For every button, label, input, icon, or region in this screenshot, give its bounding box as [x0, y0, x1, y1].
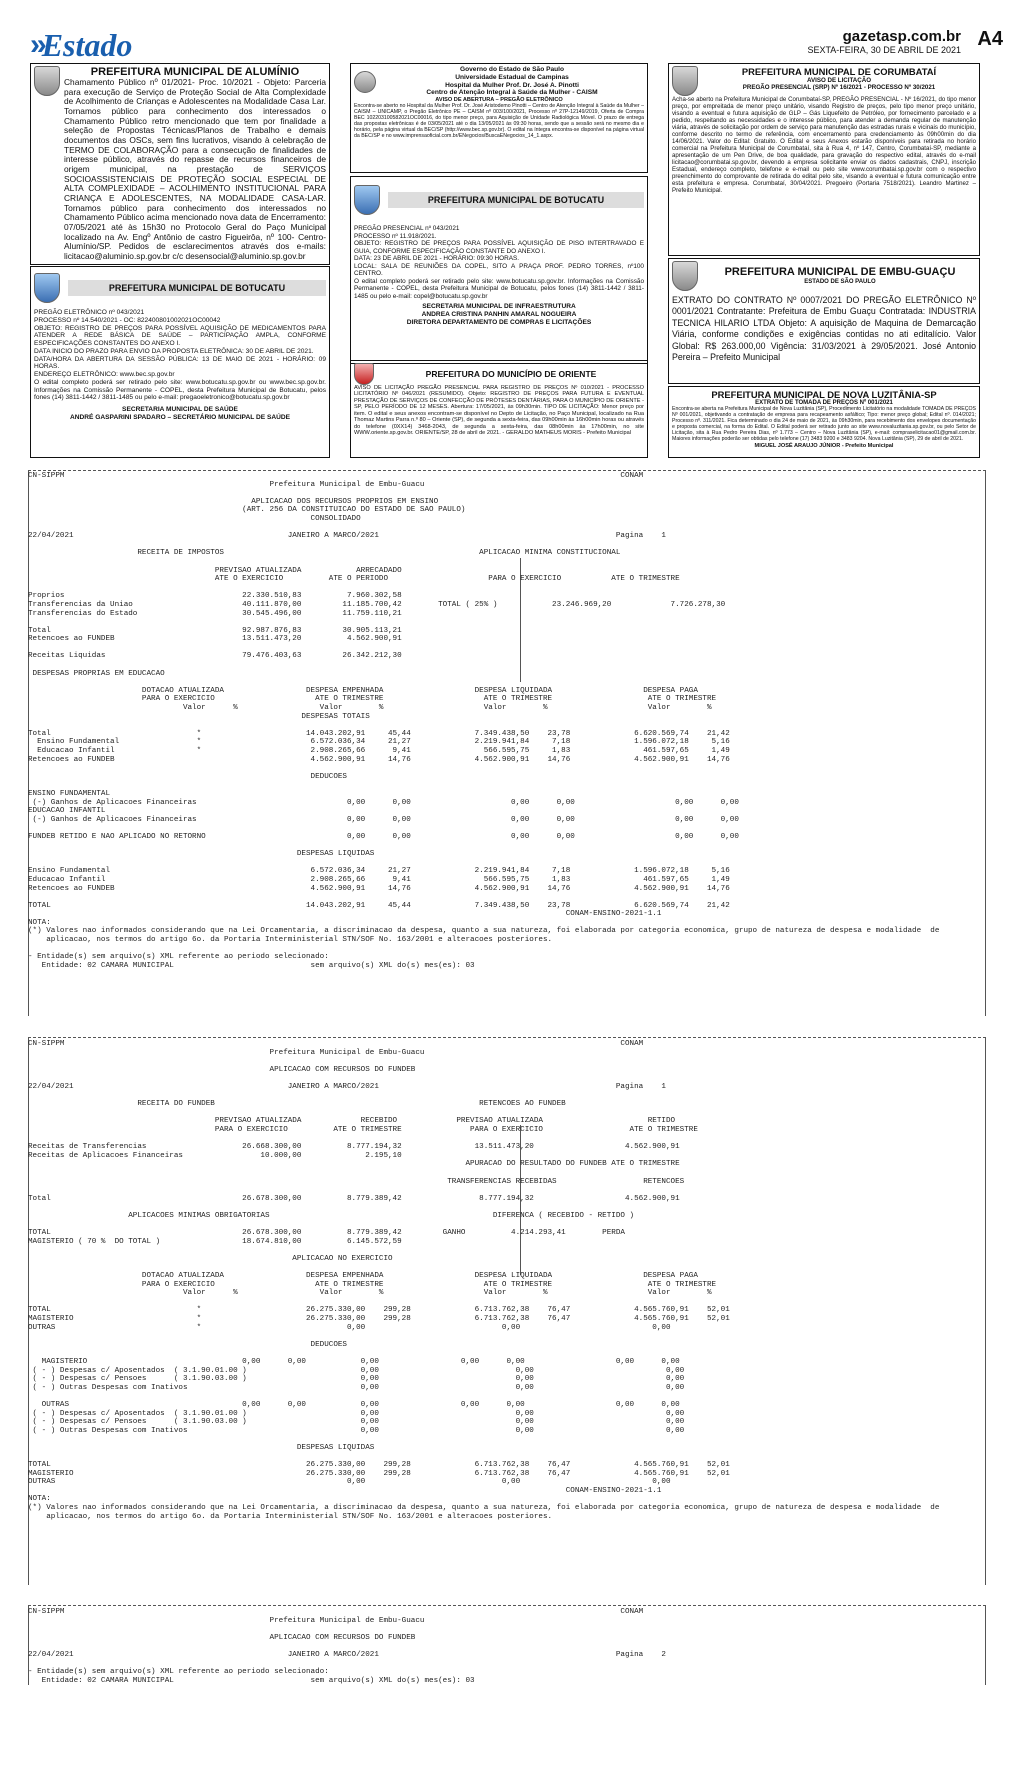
ad-embu-guacu — [668, 258, 980, 384]
report-fundeb: CN-SIPPM CONAM Prefeitura Municipal de Embu-Guacu APLICACAO COM RECURSOS DO FUNDEB 22/04/2021 JANEIRO A MARCO/2021 Pagina 1 RECEITA DO FUNDEB RETENCOES AO FUNDEB PREVISAO ATUALIZADA RECEBIDO PREVISAO ATUALIZADA RETIDO PARA O EXERCICIO ATE O TRIMESTRE PARA O EXERCICIO ATE O TRIMESTRE Receitas de Transferencias 26.668.300,00 8.777.194,32 13.511.473,20 4.562.900,91 Receitas de Aplicacoes Financeiras 10.000,00 2.195,10 APURACAO DO RESULTADO DO FUNDEB ATE O TRIMESTRE TRANSFERENCIAS RECEBIDAS RETENCOES Total 26.678.300,00 8.779.389,42 8.777.194,32 4.562.900,91 APLICACOES MINIMAS OBRIGATORIAS DIFERENCA ( RECEBIDO - RETIDO ) TOTAL 26.678.300,00 8.779.389,42 GANHO 4.214.293,41 PERDA MAGISTERIO ( 70 % DO TOTAL ) 18.674.810,00 6.145.572,59 APLICACAO NO EXERCICIO DOTACAO ATUALIZADA DESPESA EMPENHADA DESPESA LIQUIDADA DESPESA PAGA PARA O EXERCICIO ATE O TRIMESTRE ATE O TRIMESTRE ATE O TRIMESTRE Valor % Valor % Valor % Valor % TOTAL * 26.275.330,00 299,28 6.713.762,38 76,47 4.565.760,91 52,01 MAGISTERIO * 26.275.330,00 299,28 6.713.762,38 76,47 4.565.760,91 52,01 OUTRAS * 0,00 0,00 0,00 DEDUCOES MAGISTERIO 0,00 0,00 0,00 0,00 0,00 0,00 0,00 ( - ) Despesas c/ Aposentados ( 3.1.90.01.00 ) 0,00 0,00 0,00 ( - ) Despesas c/ Pensoes ( 3.1.90.03.00 ) 0,00 0,00 0,00 ( - ) Outras Despesas com Inativos 0,00 0,00 0,00 OUTRAS 0,00 0,00 0,00 0,00 0,00 0,00 0,00 ( - ) Despesas c/ Aposentados ( 3.1.90.01.00 ) 0,00 0,00 0,00 ( - ) Despesas c/ Pensoes ( 3.1.90.03.00 ) 0,00 0,00 0,00 ( - ) Outras Despesas com Inativos 0,00 0,00 0,00 DESPESAS LIQUIDAS TOTAL 26.275.330,00 299,28 6.713.762,38 76,47 4.565.760,91 52,01 MAGISTERIO 26.275.330,00 299,28 6.713.762,38 76,47 4.565.760,91 52,01 OUTRAS 0,00 0,00 0,00 CONAM-ENSINO-2021-1.1 NOTA: (*) Valores nao informados considerando que na Lei Orcamentaria, a discriminacao da despesa, quanto a sua natureza, foi elaborada por categoria economica, grupo de natureza de despesa e modalidade de aplicacao, nos termos do artigo 6o. da Portaria Interministerial STN/SOF No. 163/2001 e alteracoes posteriores. — [28, 1040, 940, 1521]
botucatu-crest-icon — [34, 273, 60, 303]
ad-subtitle: EXTRATO DE TOMADA DE PREÇOS Nº 001/2021 — [755, 400, 893, 407]
ad-title: PREFEITURA MUNICIPAL DE BOTUCATU — [68, 280, 326, 297]
logo-text: Estado — [41, 26, 133, 63]
ad-body: Acha-se aberto na Prefeitura Municipal de Corumbataí-SP, PREGÃO PRESENCIAL - Nº 16/2021, do tipo menor preço, por empreitada de menor preço unitário, visando Registro de preços, pelo tipo menor preço unitário, visando a eventual e futura aquisição de GLP – Gás Liquefeito de Petróleo, por fornecimento parcelado e a pedido, respeitando as necessidades e o interesse público, para atender a demanda regular de manutenção viária, através de solicitação por ordem de serviço para manutenção das estradas rurais e vicinais do município, conforme descrito no termo de referência, com encerramento para credenciamento às 09h00min do dia 14/06/2021. Valor do Edital: Gratuito. O Edital e seus Anexos estarão disponíveis para retirada no horário comercial na Prefeitura Municipal de Corumbataí, sita à Rua 4, nº 147, Centro, Corumbataí-SP, mediante a apresentação de um Pen Drive, de boa qualidade, para gravação do respectivo edital, através do e-mail licitacao@corumbatai.sp.gov.br, devendo a empresa solicitante enviar os dados cadastrais, CNPJ, inscrição Estadual, endereço completo, telefone e e-mail ou pelo site www.corumbatai.sp.gov.br com o respectivo preenchimento do comprovante de retirada do edital pelo site, visando a eventual e futura comunicação entre esta prefeitura e empresa. Corumbataí, 30/04/2021. Pregoeiro (Portaria 7518/2021). Leandro Martinez – Prefeito Municipal. — [672, 96, 976, 194]
ad-title: PREFEITURA MUNICIPAL DE CORUMBATAÍ — [741, 66, 937, 77]
embu-guacu-crest-icon — [672, 261, 698, 291]
ad-botucatu-2 — [350, 176, 648, 364]
ad-corumbatai — [668, 63, 980, 256]
ad-body: Encontra-se aberta na Prefeitura Municipal de Nova Luzitânia (SP), Procedimento Licitatório na modalidade TOMADA DE PREÇOS Nº 001/2021, objetivando a contratação de empresa para recapeamento asfáltico; Tipo: menor preço global; Edital nº. 014/2021; Processo nº. 311/2021. Fica determinado o dia 24 de maio de 2021, às 09h30min, para recebimento dos envelopes documentação e proposta comercial, na forma do Edital. O Edital poderá ser retirado junto ao site www.novaluzitania.sp.gov.br, ou pelo Setor de Licitação, sita à Rua Pedro Pereira Dias, nº 1.773 – Centro – Nova Luzitânia (SP), e-mail: compraselicitacao01@gmail.com.br. Maiores informações poderão ser obtidas pelo telefone (17) 3483 9200 e 3483 9204. Nova Luzitânia (SP), 29 de abril de 2021. — [672, 406, 976, 443]
ad-nova-luzitania — [668, 386, 980, 458]
ad-body: Encontra-se aberto no Hospital da Mulher Prof. Dr. José Aristodemo Pinotti – Centro de Atenção Integral à Saúde da Mulher – CAISM – UNICAMP, o Pregão Eletrônico PE – CAISM nº 003/100/2021, Processo nº 27P-12149/2019, Oferta de Compra BEC 102203100582021OC00016, do tipo menor preço, para Aquisição de Unidade Radiológica Móvel. O prazo de entrega das propostas eletrônicas é de 03/05/2021 até o dia 13/05/2021 às 09:30 horas, sendo que a sessão será no mesmo dia e horário, pela página virtual da BEC/SP (http://www.bec.sp.gov.br). O edital na íntegra encontra-se disponível na página virtual da BEC/SP e no www.imprensaoficial.com.br/ENegocios/BuscaENegocios_14_1.aspx. — [354, 102, 644, 139]
ad-oriente — [350, 360, 648, 458]
ad-subtitle: AVISO DE ABERTURA – PREGÃO ELETRÔNICO — [435, 97, 563, 104]
ad-title: PREFEITURA MUNICIPAL DE ALUMÍNIO — [90, 66, 300, 78]
ad-signature: SECRETARIA MUNICIPAL DE SAÚDE ANDRÉ GASPARINI SPADARO – SECRETÁRIO MUNICIPAL DE SAÚDE — [69, 406, 291, 421]
report-divider — [28, 1037, 986, 1038]
botucatu-crest-icon — [354, 185, 380, 215]
ad-body: Chamamento Público nº 01/2021- Proc. 10/2021 - Objeto: Parceria para execução de Serviço de Proteção Social de Alta Complexidade de Acolhimento de Crianças e Adolescentes na Modalidade Casa Lar. Tornamos público para conhecimento dos interessados o Chamamento Público retro mencionado que tem por finalidade a seleção de Propostas Técnicas/Planos de Trabalho e demais documentos das OSCs, sem fins lucrativos, visando à celebração de TERMO DE COLABORAÇÃO para a consecução de finalidades de interesse público, através do repasse de recursos financeiros de origem municipal, na prestação de SERVIÇOS SOCIOASSISTENCIAIS DE PROTEÇÃO SOCIAL ESPECIAL DE ALTA COMPLEXIDADE – ACOLHIMENTO INSTITUCIONAL PARA CRIANÇA E ADOLESCENTES, NA MODALIDADE CASA-LAR. Tornamos público para conhecimento dos interessados no Chamamento Público acima mencionado nova data de Encerramento: 07/05/2021 até às 15h30 no Protocolo Geral do Paço Municipal localizado na Av. Engº Antônio de castro Figueirôa, nº 100- Centro- Alumínio/SP. Pedidos de esclarecimentos através dos e-mails: licitacao@aluminio.sp.gov.br c/c desensocial@aluminio.sp.gov.br — [64, 77, 326, 261]
page-number: A4 — [977, 28, 1003, 50]
ad-title: Governo do Estado de São Paulo Universidade Estadual de Campinas Hospital da Mulher Prof. Dr. José A. Pinotti Centro de Atenção Integral à Saúde da Mulher - CAISM — [426, 66, 598, 97]
corumbatai-crest-icon — [672, 66, 698, 96]
ad-body: PREGÃO PRESENCIAL nº 043/2021 PROCESSO nº 11.918/2021. OBJETO: REGISTRO DE PREÇOS PARA POSSÍVEL AQUISIÇÃO DE PISO INTERTRAVADO E GUIA, CONFORME ESPECIFICAÇÃO CONSTANTE DO ANEXO I. DATA: 23 DE ABRIL DE 2021 - HORÁRIO: 09:30 HORAS. LOCAL: SALA DE REUNIÕES DA COPEL, SITO A PRAÇA PROF. PEDRO TORRES, nº100 CENTRO. O edital completo poderá ser retirado pelo site: www.botucatu.sp.gov.br. Informações na Comissão Permanente - COPEL, desta Prefeitura Municipal de Botucatu, pelos fones (14) 3811-1442 / 3811-1485 ou pelo e-mail: copel@botucatu.sp.gov.br — [354, 225, 644, 300]
ad-title: PREFEITURA DO MUNICÍPIO DE ORIENTE — [425, 368, 597, 379]
ad-body: EXTRATO DO CONTRATO Nº 0007/2021 DO PREGÃO ELETRÔNICO Nº 0001/2021 Contratante: Prefeitura de Embu Guaçu Contratada: INDUSTRIA TECNICA HILARIO LTDA Objeto: A aquisição de Maquina de Demarcação Viária, conforme condições e exigências contidas no ati editalício. Valor Global: R$ 263.000,00 Vigência: 31/03/2021 à 29/05/2021. José Antonio Pereira – Prefeito Municipal — [672, 295, 976, 363]
ad-signature: MIGUEL JOSÉ ARAUJO JÚNIOR - Prefeito Municipal — [754, 442, 894, 449]
ad-body: AVISO DE LICITAÇÃO PREGÃO PRESENCIAL PARA REGISTRO DE PREÇOS Nº 010/2021 - PROCESSO LICITATÓRIO Nº 046/2021 (RESUMIDO). Objeto: REGISTRO DE PREÇOS PARA FUTURA E EVENTUAL PRESTAÇÃO DE SERVIÇOS DE CONFECÇÃO DE PRÓTESES DENTÁRIAS, PARA O MUNICÍPIO DE ORIENTE - SP, PELO PERÍODO DE 12 MESES. Abertura: 17/05/2021, às 09h30min. TIPO DE LICITAÇÃO: Menor preço por item. O edital e seus anexos encontram-se disponível no Depto de Licitação, no Paço Municipal, localizado na Rua Thomaz Martins Parra n.º 80 – Oriente (SP), de segunda a sexta-feira, das 09h00min às 16h00min horas ou através do telefone (0XX14) 3468-2043, de segunda a sexta-feira, das 08h00min às 17h00min, no site WWW.oriente.sp.gov.br. ORIENTE/SP, 28 de abril de 2021. - GERALDO MATHEUS MORIS - Prefeito Municipal — [354, 385, 644, 436]
report-divider — [28, 470, 986, 471]
ad-body: PREGÃO ELETRÔNICO nº 043/2021 PROCESSO nº 14.540/2021 - OC: 822400801002021OC00042 OBJETO: REGISTRO DE PREÇOS PARA POSSÍVEL AQUISIÇÃO DE MEDICAMENTOS PARA ATENDER A REDE BÁSICA DE SAÚDE – PARTICIPAÇÃO AMPLA, CONFORME ESPECIFICAÇÕES CONSTANTES DO ANEXO I. DATA INICIO DO PRAZO PARA ENVIO DA PROPOSTA ELETRÔNICA: 30 DE ABRIL DE 2021. DATA/HORA DA ABERTURA DA SESSÃO PÚBLICA: 13 DE MAIO DE 2021 - HORÁRIO: 09 HORAS. ENDEREÇO ELETRÔNICO: www.bec.sp.gov.br O edital completo poderá ser retirado pelo site: www.botucatu.sp.gov.br ou www.bec.sp.gov.br. Informações na Comissão Permanente - COPEL, desta Prefeitura Municipal de Botucatu, pelos fones (14) 3811-1442 / 3811-1485 ou pelo e-mail: pregaoeletronico@botucatu.sp.gov.br — [34, 309, 326, 402]
ad-subtitle: ESTADO DE SÃO PAULO — [804, 278, 876, 285]
unicamp-seal-icon — [354, 71, 376, 93]
logo-arrows-icon: » — [30, 28, 38, 61]
report-ensino-consolidado: CN-SIPPM CONAM Prefeitura Municipal de Embu-Guacu APLICACAO DOS RECURSOS PROPRIOS EM ENSINO (ART. 256 DA CONSTITUICAO DO ESTADO DE SAO PAULO) CONSOLIDADO 22/04/2021 JANEIRO A MARCO/2021 Pagina 1 RECEITA DE IMPOSTOS APLICACAO MINIMA CONSTITUCIONAL PREVISAO ATUALIZADA ARRECADADO ATE O EXERCICIO ATE O PERIODO PARA O EXERCICIO ATE O TRIMESTRE Proprios 22.330.510,83 7.960.302,58 Transferencias da Uniao 40.111.870,00 11.185.700,42 TOTAL ( 25% ) 23.246.969,20 7.726.278,30 Transferencias do Estado 30.545.496,00 11.759.110,21 Total 92.987.876,83 30.905.113,21 Retencoes ao FUNDEB 13.511.473,20 4.562.900,91 Receitas Liquidas 79.476.403,63 26.342.212,30 DESPESAS PROPRIAS EM EDUCACAO DOTACAO ATUALIZADA DESPESA EMPENHADA DESPESA LIQUIDADA DESPESA PAGA PARA O EXERCICIO ATE O TRIMESTRE ATE O TRIMESTRE ATE O TRIMESTRE Valor % Valor % Valor % Valor % DESPESAS TOTAIS Total * 14.043.202,91 45,44 7.349.438,50 23,78 6.620.569,74 21,42 Ensino Fundamental * 6.572.036,34 21,27 2.219.941,84 7,18 1.596.072,18 5,16 Educacao Infantil * 2.908.265,66 9,41 566.595,75 1,83 461.597,65 1,49 Retencoes ao FUNDEB 4.562.900,91 14,76 4.562.900,91 14,76 4.562.900,91 14,76 DEDUCOES ENSINO FUNDAMENTAL (-) Ganhos de Aplicacoes Financeiras 0,00 0,00 0,00 0,00 0,00 0,00 EDUCACAO INFANTIL (-) Ganhos de Aplicacoes Financeiras 0,00 0,00 0,00 0,00 0,00 0,00 FUNDEB RETIDO E NAO APLICADO NO RETORNO 0,00 0,00 0,00 0,00 0,00 0,00 DESPESAS LIQUIDAS Ensino Fundamental 6.572.036,34 21,27 2.219.941,84 7,18 1.596.072,18 5,16 Educacao Infantil 2.908.265,66 9,41 566.595,75 1,83 461.597,65 1,49 Retencoes ao FUNDEB 4.562.900,91 14,76 4.562.900,91 14,76 4.562.900,91 14,76 TOTAL 14.043.202,91 45,44 7.349.438,50 23,78 6.620.569,74 21,42 CONAM-ENSINO-2021-1.1 NOTA: (*) Valores nao informados considerando que na Lei Orcamentaria, a discriminacao da despesa, quanto a sua natureza, foi elaborada por categoria economica, grupo de natureza de despesa e modalidade de aplicacao, nos termos do artigo 6o. da Portaria Interministerial STN/SOF No. 163/2001 e alteracoes posteriores. - Entidade(s) sem arquivo(s) XML referente ao periodo selecionado: Entidade: 02 CAMARA MUNICIPAL sem arquivo(s) XML do(s) mes(es): 03 — [28, 472, 940, 970]
oriente-crest-icon — [354, 363, 374, 385]
ad-title: PREFEITURA MUNICIPAL DE NOVA LUZITÂNIA-SP — [711, 389, 937, 400]
aluminio-crest-icon — [34, 66, 60, 96]
ad-signature: SECRETARIA MUNICIPAL DE INFRAESTRUTURA ANDREA CRISTINA PANHIN AMARAL NOGUEIRA DIRETORA DEPARTAMENTO DE COMPRAS E LICITAÇÕES — [406, 303, 592, 326]
ad-subtitle: AVISO DE LICITAÇÃO PREGÃO PRESENCIAL (SRP) Nº 16/2021 - PROCESSO Nº 30/2021 — [742, 77, 936, 92]
ad-title: PREFEITURA MUNICIPAL DE EMBU-GUAÇU — [724, 265, 956, 278]
report-divider — [28, 1605, 986, 1606]
site-url[interactable]: gazetasp.com.br — [842, 28, 961, 45]
report-fundeb-page-2: CN-SIPPM CONAM Prefeitura Municipal de Embu-Guacu APLICACAO COM RECURSOS DO FUNDEB 22/04/2021 JANEIRO A MARCO/2021 Pagina 2 - Entidade(s) sem arquivo(s) XML referente ao periodo selecionado: Entidade: 02 CAMARA MUNICIPAL sem arquivo(s) XML do(s) mes(es): 03 — [28, 1608, 666, 1685]
ad-caism — [350, 63, 648, 173]
newspaper-logo[interactable] — [30, 28, 132, 62]
edition-date: SEXTA-FEIRA, 30 DE ABRIL DE 2021 — [807, 45, 961, 55]
ad-aluminio — [30, 63, 330, 265]
ad-title: PREFEITURA MUNICIPAL DE BOTUCATU — [388, 192, 644, 209]
masthead-right — [807, 28, 961, 55]
ad-botucatu-1 — [30, 266, 330, 458]
